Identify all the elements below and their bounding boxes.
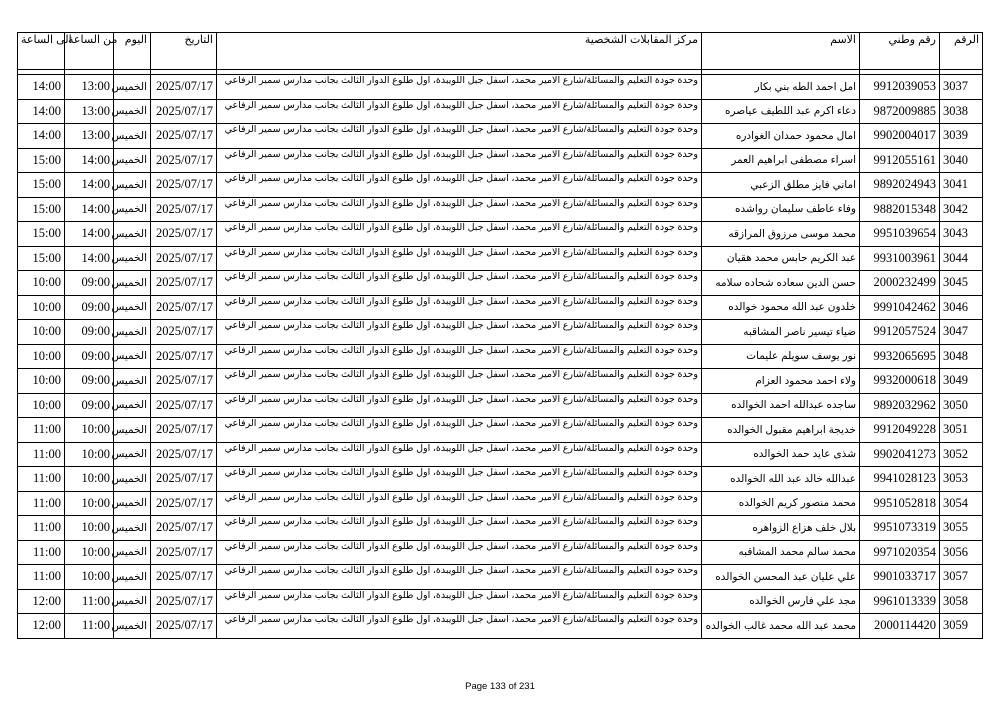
end-time-cell: 15:00 — [18, 197, 65, 222]
number-cell: 3040 — [940, 148, 983, 173]
end-time-cell: 15:00 — [18, 148, 65, 173]
header-end-time: الى الساعة — [18, 33, 65, 70]
interview-center-cell: وحدة جودة التعليم والمسائلة/شارع الامير محمد، اسفل جبل اللويبدة، اول طلوع الدوار الثالث بجانب مدارس سمير الرفاعي — [217, 418, 702, 443]
day-cell: الخميس — [114, 565, 151, 590]
start-time-cell: 11:00 — [65, 589, 114, 614]
table-row — [18, 320, 983, 345]
header-start-time: من الساعة — [65, 33, 114, 70]
interview-center-cell: وحدة جودة التعليم والمسائلة/شارع الامير محمد، اسفل جبل اللويبدة، اول طلوع الدوار الثالث بجانب مدارس سمير الرفاعي — [217, 565, 702, 590]
name-cell: نور يوسف سويلم عليمات — [702, 344, 860, 369]
national-id-cell: 9892024943 — [860, 173, 940, 198]
day-cell: الخميس — [114, 197, 151, 222]
date-cell: 2025/07/17 — [151, 173, 217, 198]
table-row — [18, 197, 983, 222]
end-time-cell: 10:00 — [18, 344, 65, 369]
table-row — [18, 516, 983, 541]
end-time-cell: 10:00 — [18, 295, 65, 320]
start-time-cell: 10:00 — [65, 516, 114, 541]
interview-center-cell: وحدة جودة التعليم والمسائلة/شارع الامير محمد، اسفل جبل اللويبدة، اول طلوع الدوار الثالث بجانب مدارس سمير الرفاعي — [217, 173, 702, 198]
national-id-cell: 9931003961 — [860, 246, 940, 271]
name-cell: محمد منصور كريم الخوالده — [702, 491, 860, 516]
day-cell: الخميس — [114, 467, 151, 492]
name-cell: محمد سالم محمد المشاقبه — [702, 540, 860, 565]
header-date: التاريخ — [151, 33, 217, 70]
name-cell: خلدون عبد الله محمود خوالده — [702, 295, 860, 320]
end-time-cell: 15:00 — [18, 173, 65, 198]
table-row — [18, 369, 983, 394]
number-cell: 3050 — [940, 393, 983, 418]
interview-center-cell: وحدة جودة التعليم والمسائلة/شارع الامير محمد، اسفل جبل اللويبدة، اول طلوع الدوار الثالث بجانب مدارس سمير الرفاعي — [217, 222, 702, 247]
table-body — [18, 75, 983, 639]
day-cell: الخميس — [114, 540, 151, 565]
day-cell: الخميس — [114, 344, 151, 369]
date-cell: 2025/07/17 — [151, 99, 217, 124]
interview-center-cell: وحدة جودة التعليم والمسائلة/شارع الامير محمد، اسفل جبل اللويبدة، اول طلوع الدوار الثالث بجانب مدارس سمير الرفاعي — [217, 197, 702, 222]
number-cell: 3045 — [940, 271, 983, 296]
number-cell: 3054 — [940, 491, 983, 516]
end-time-cell: 15:00 — [18, 222, 65, 247]
name-cell: دعاء اكرم عبد اللطيف عياصره — [702, 99, 860, 124]
interview-center-cell: وحدة جودة التعليم والمسائلة/شارع الامير محمد، اسفل جبل اللويبدة، اول طلوع الدوار الثالث بجانب مدارس سمير الرفاعي — [217, 75, 702, 100]
interview-center-cell: وحدة جودة التعليم والمسائلة/شارع الامير محمد، اسفل جبل اللويبدة، اول طلوع الدوار الثالث بجانب مدارس سمير الرفاعي — [217, 516, 702, 541]
number-cell: 3039 — [940, 124, 983, 149]
date-cell: 2025/07/17 — [151, 271, 217, 296]
header-interview-center: مركز المقابلات الشخصية — [217, 33, 702, 70]
start-time-cell: 10:00 — [65, 467, 114, 492]
date-cell: 2025/07/17 — [151, 393, 217, 418]
day-cell: الخميس — [114, 442, 151, 467]
number-cell: 3044 — [940, 246, 983, 271]
number-cell: 3046 — [940, 295, 983, 320]
start-time-cell: 14:00 — [65, 173, 114, 198]
date-cell: 2025/07/17 — [151, 540, 217, 565]
date-cell: 2025/07/17 — [151, 197, 217, 222]
national-id-cell: 9971020354 — [860, 540, 940, 565]
name-cell: بلال خلف هزاع الزواهره — [702, 516, 860, 541]
day-cell: الخميس — [114, 148, 151, 173]
name-cell: ولاء احمد محمود العزام — [702, 369, 860, 394]
name-cell: مجد علي فارس الخوالده — [702, 589, 860, 614]
table-row — [18, 222, 983, 247]
start-time-cell: 14:00 — [65, 246, 114, 271]
header-national-id: رقم وطني — [860, 33, 940, 70]
name-cell: علي عليان عبد المحسن الخوالده — [702, 565, 860, 590]
national-id-cell: 9951073319 — [860, 516, 940, 541]
date-cell: 2025/07/17 — [151, 148, 217, 173]
number-cell: 3037 — [940, 75, 983, 100]
end-time-cell: 11:00 — [18, 442, 65, 467]
number-cell: 3052 — [940, 442, 983, 467]
day-cell: الخميس — [114, 491, 151, 516]
name-cell: عبد الكريم حابس محمد هقيان — [702, 246, 860, 271]
end-time-cell: 14:00 — [18, 99, 65, 124]
table-row — [18, 418, 983, 443]
number-cell: 3049 — [940, 369, 983, 394]
end-time-cell: 11:00 — [18, 540, 65, 565]
national-id-cell: 9902041273 — [860, 442, 940, 467]
start-time-cell: 11:00 — [65, 614, 114, 639]
date-cell: 2025/07/17 — [151, 344, 217, 369]
day-cell: الخميس — [114, 295, 151, 320]
number-cell: 3047 — [940, 320, 983, 345]
national-id-cell: 9991042462 — [860, 295, 940, 320]
name-cell: ساجده عبدالله احمد الخوالده — [702, 393, 860, 418]
date-cell: 2025/07/17 — [151, 75, 217, 100]
table-row — [18, 442, 983, 467]
start-time-cell: 10:00 — [65, 418, 114, 443]
interview-center-cell: وحدة جودة التعليم والمسائلة/شارع الامير محمد، اسفل جبل اللويبدة، اول طلوع الدوار الثالث بجانب مدارس سمير الرفاعي — [217, 271, 702, 296]
interview-center-cell: وحدة جودة التعليم والمسائلة/شارع الامير محمد، اسفل جبل اللويبدة، اول طلوع الدوار الثالث بجانب مدارس سمير الرفاعي — [217, 148, 702, 173]
day-cell: الخميس — [114, 75, 151, 100]
date-cell: 2025/07/17 — [151, 124, 217, 149]
date-cell: 2025/07/17 — [151, 246, 217, 271]
national-id-cell: 9872009885 — [860, 99, 940, 124]
national-id-cell: 9912039053 — [860, 75, 940, 100]
table-row — [18, 491, 983, 516]
number-cell: 3043 — [940, 222, 983, 247]
table-row — [18, 540, 983, 565]
number-cell: 3058 — [940, 589, 983, 614]
start-time-cell: 09:00 — [65, 393, 114, 418]
date-cell: 2025/07/17 — [151, 222, 217, 247]
day-cell: الخميس — [114, 99, 151, 124]
name-cell: عبدالله خالد عبد الله الخوالده — [702, 467, 860, 492]
start-time-cell: 13:00 — [65, 75, 114, 100]
name-cell: ضياء تيسير ناصر المشاقبه — [702, 320, 860, 345]
national-id-cell: 9882015348 — [860, 197, 940, 222]
interview-center-cell: وحدة جودة التعليم والمسائلة/شارع الامير محمد، اسفل جبل اللويبدة، اول طلوع الدوار الثالث بجانب مدارس سمير الرفاعي — [217, 99, 702, 124]
national-id-cell: 9912057524 — [860, 320, 940, 345]
table-row — [18, 344, 983, 369]
national-id-cell: 9901033717 — [860, 565, 940, 590]
end-time-cell: 11:00 — [18, 418, 65, 443]
table-row — [18, 565, 983, 590]
table-row — [18, 148, 983, 173]
name-cell: امال محمود حمدان الغوادره — [702, 124, 860, 149]
interview-center-cell: وحدة جودة التعليم والمسائلة/شارع الامير محمد، اسفل جبل اللويبدة، اول طلوع الدوار الثالث بجانب مدارس سمير الرفاعي — [217, 540, 702, 565]
date-cell: 2025/07/17 — [151, 418, 217, 443]
page-number: Page 133 of 231 — [465, 681, 535, 692]
table-row — [18, 271, 983, 296]
header-name: الاسم — [702, 33, 860, 70]
table-row — [18, 589, 983, 614]
end-time-cell: 11:00 — [18, 491, 65, 516]
interview-center-cell: وحدة جودة التعليم والمسائلة/شارع الامير محمد، اسفل جبل اللويبدة، اول طلوع الدوار الثالث بجانب مدارس سمير الرفاعي — [217, 589, 702, 614]
name-cell: اماني فايز مطلق الزعبي — [702, 173, 860, 198]
national-id-cell: 9932000618 — [860, 369, 940, 394]
national-id-cell: 9912055161 — [860, 148, 940, 173]
name-cell: شذى عايد حمد الخوالده — [702, 442, 860, 467]
day-cell: الخميس — [114, 124, 151, 149]
number-cell: 3059 — [940, 614, 983, 639]
start-time-cell: 10:00 — [65, 491, 114, 516]
start-time-cell: 09:00 — [65, 320, 114, 345]
table-row — [18, 295, 983, 320]
date-cell: 2025/07/17 — [151, 295, 217, 320]
start-time-cell: 14:00 — [65, 222, 114, 247]
day-cell: الخميس — [114, 369, 151, 394]
table-row — [18, 246, 983, 271]
number-cell: 3038 — [940, 99, 983, 124]
table-row — [18, 99, 983, 124]
interview-center-cell: وحدة جودة التعليم والمسائلة/شارع الامير محمد، اسفل جبل اللويبدة، اول طلوع الدوار الثالث بجانب مدارس سمير الرفاعي — [217, 124, 702, 149]
date-cell: 2025/07/17 — [151, 320, 217, 345]
table-row — [18, 393, 983, 418]
start-time-cell: 09:00 — [65, 369, 114, 394]
national-id-cell: 9892032962 — [860, 393, 940, 418]
date-cell: 2025/07/17 — [151, 369, 217, 394]
end-time-cell: 15:00 — [18, 246, 65, 271]
header-number: الرقم — [940, 33, 983, 70]
name-cell: اسراء مصطفى ابراهيم العمر — [702, 148, 860, 173]
interview-center-cell: وحدة جودة التعليم والمسائلة/شارع الامير محمد، اسفل جبل اللويبدة، اول طلوع الدوار الثالث بجانب مدارس سمير الرفاعي — [217, 344, 702, 369]
name-cell: خديجة ابراهيم مقبول الخوالده — [702, 418, 860, 443]
national-id-cell: 9912049228 — [860, 418, 940, 443]
end-time-cell: 10:00 — [18, 271, 65, 296]
number-cell: 3051 — [940, 418, 983, 443]
interview-center-cell: وحدة جودة التعليم والمسائلة/شارع الامير محمد، اسفل جبل اللويبدة، اول طلوع الدوار الثالث بجانب مدارس سمير الرفاعي — [217, 467, 702, 492]
national-id-cell: 2000114420 — [860, 614, 940, 639]
date-cell: 2025/07/17 — [151, 589, 217, 614]
start-time-cell: 10:00 — [65, 442, 114, 467]
end-time-cell: 11:00 — [18, 565, 65, 590]
date-cell: 2025/07/17 — [151, 491, 217, 516]
table-row — [18, 124, 983, 149]
interview-center-cell: وحدة جودة التعليم والمسائلة/شارع الامير محمد، اسفل جبل اللويبدة، اول طلوع الدوار الثالث بجانب مدارس سمير الرفاعي — [217, 246, 702, 271]
end-time-cell: 10:00 — [18, 369, 65, 394]
name-cell: حسن الدين سعاده شحاده سلامه — [702, 271, 860, 296]
table-row — [18, 75, 983, 100]
national-id-cell: 9941028123 — [860, 467, 940, 492]
schedule-sheet — [17, 32, 982, 639]
national-id-cell: 9951052818 — [860, 491, 940, 516]
interview-center-cell: وحدة جودة التعليم والمسائلة/شارع الامير محمد، اسفل جبل اللويبدة، اول طلوع الدوار الثالث بجانب مدارس سمير الرفاعي — [217, 393, 702, 418]
table-row — [18, 173, 983, 198]
interview-center-cell: وحدة جودة التعليم والمسائلة/شارع الامير محمد، اسفل جبل اللويبدة، اول طلوع الدوار الثالث بجانب مدارس سمير الرفاعي — [217, 369, 702, 394]
day-cell: الخميس — [114, 614, 151, 639]
start-time-cell: 09:00 — [65, 271, 114, 296]
number-cell: 3053 — [940, 467, 983, 492]
start-time-cell: 13:00 — [65, 99, 114, 124]
interview-center-cell: وحدة جودة التعليم والمسائلة/شارع الامير محمد، اسفل جبل اللويبدة، اول طلوع الدوار الثالث بجانب مدارس سمير الرفاعي — [217, 614, 702, 639]
header-row — [18, 33, 983, 70]
start-time-cell: 09:00 — [65, 344, 114, 369]
end-time-cell: 10:00 — [18, 320, 65, 345]
national-id-cell: 9951039654 — [860, 222, 940, 247]
day-cell: الخميس — [114, 516, 151, 541]
date-cell: 2025/07/17 — [151, 516, 217, 541]
start-time-cell: 09:00 — [65, 295, 114, 320]
date-cell: 2025/07/17 — [151, 442, 217, 467]
day-cell: الخميس — [114, 222, 151, 247]
end-time-cell: 12:00 — [18, 614, 65, 639]
day-cell: الخميس — [114, 418, 151, 443]
interview-center-cell: وحدة جودة التعليم والمسائلة/شارع الامير محمد، اسفل جبل اللويبدة، اول طلوع الدوار الثالث بجانب مدارس سمير الرفاعي — [217, 491, 702, 516]
national-id-cell: 9932065695 — [860, 344, 940, 369]
interview-schedule-table — [17, 32, 983, 639]
date-cell: 2025/07/17 — [151, 614, 217, 639]
end-time-cell: 11:00 — [18, 516, 65, 541]
day-cell: الخميس — [114, 246, 151, 271]
start-time-cell: 10:00 — [65, 540, 114, 565]
day-cell: الخميس — [114, 589, 151, 614]
day-cell: الخميس — [114, 320, 151, 345]
interview-center-cell: وحدة جودة التعليم والمسائلة/شارع الامير محمد، اسفل جبل اللويبدة، اول طلوع الدوار الثالث بجانب مدارس سمير الرفاعي — [217, 295, 702, 320]
end-time-cell: 14:00 — [18, 75, 65, 100]
name-cell: وفاء عاطف سليمان رواشده — [702, 197, 860, 222]
date-cell: 2025/07/17 — [151, 467, 217, 492]
start-time-cell: 13:00 — [65, 124, 114, 149]
interview-center-cell: وحدة جودة التعليم والمسائلة/شارع الامير محمد، اسفل جبل اللويبدة، اول طلوع الدوار الثالث بجانب مدارس سمير الرفاعي — [217, 320, 702, 345]
number-cell: 3042 — [940, 197, 983, 222]
national-id-cell: 9902004017 — [860, 124, 940, 149]
start-time-cell: 14:00 — [65, 148, 114, 173]
national-id-cell: 2000232499 — [860, 271, 940, 296]
end-time-cell: 10:00 — [18, 393, 65, 418]
number-cell: 3055 — [940, 516, 983, 541]
end-time-cell: 12:00 — [18, 589, 65, 614]
day-cell: الخميس — [114, 271, 151, 296]
national-id-cell: 9961013339 — [860, 589, 940, 614]
end-time-cell: 14:00 — [18, 124, 65, 149]
name-cell: محمد موسى مرزوق المرازقه — [702, 222, 860, 247]
start-time-cell: 14:00 — [65, 197, 114, 222]
start-time-cell: 10:00 — [65, 565, 114, 590]
table-row — [18, 614, 983, 639]
date-cell: 2025/07/17 — [151, 565, 217, 590]
header-day: اليوم — [114, 33, 151, 70]
day-cell: الخميس — [114, 173, 151, 198]
number-cell: 3056 — [940, 540, 983, 565]
day-cell: الخميس — [114, 393, 151, 418]
table-row — [18, 467, 983, 492]
number-cell: 3057 — [940, 565, 983, 590]
number-cell: 3041 — [940, 173, 983, 198]
name-cell: محمد عبد الله محمد غالب الخوالده — [702, 614, 860, 639]
number-cell: 3048 — [940, 344, 983, 369]
end-time-cell: 11:00 — [18, 467, 65, 492]
interview-center-cell: وحدة جودة التعليم والمسائلة/شارع الامير محمد، اسفل جبل اللويبدة، اول طلوع الدوار الثالث بجانب مدارس سمير الرفاعي — [217, 442, 702, 467]
name-cell: امل احمد الطه بني بكار — [702, 75, 860, 100]
